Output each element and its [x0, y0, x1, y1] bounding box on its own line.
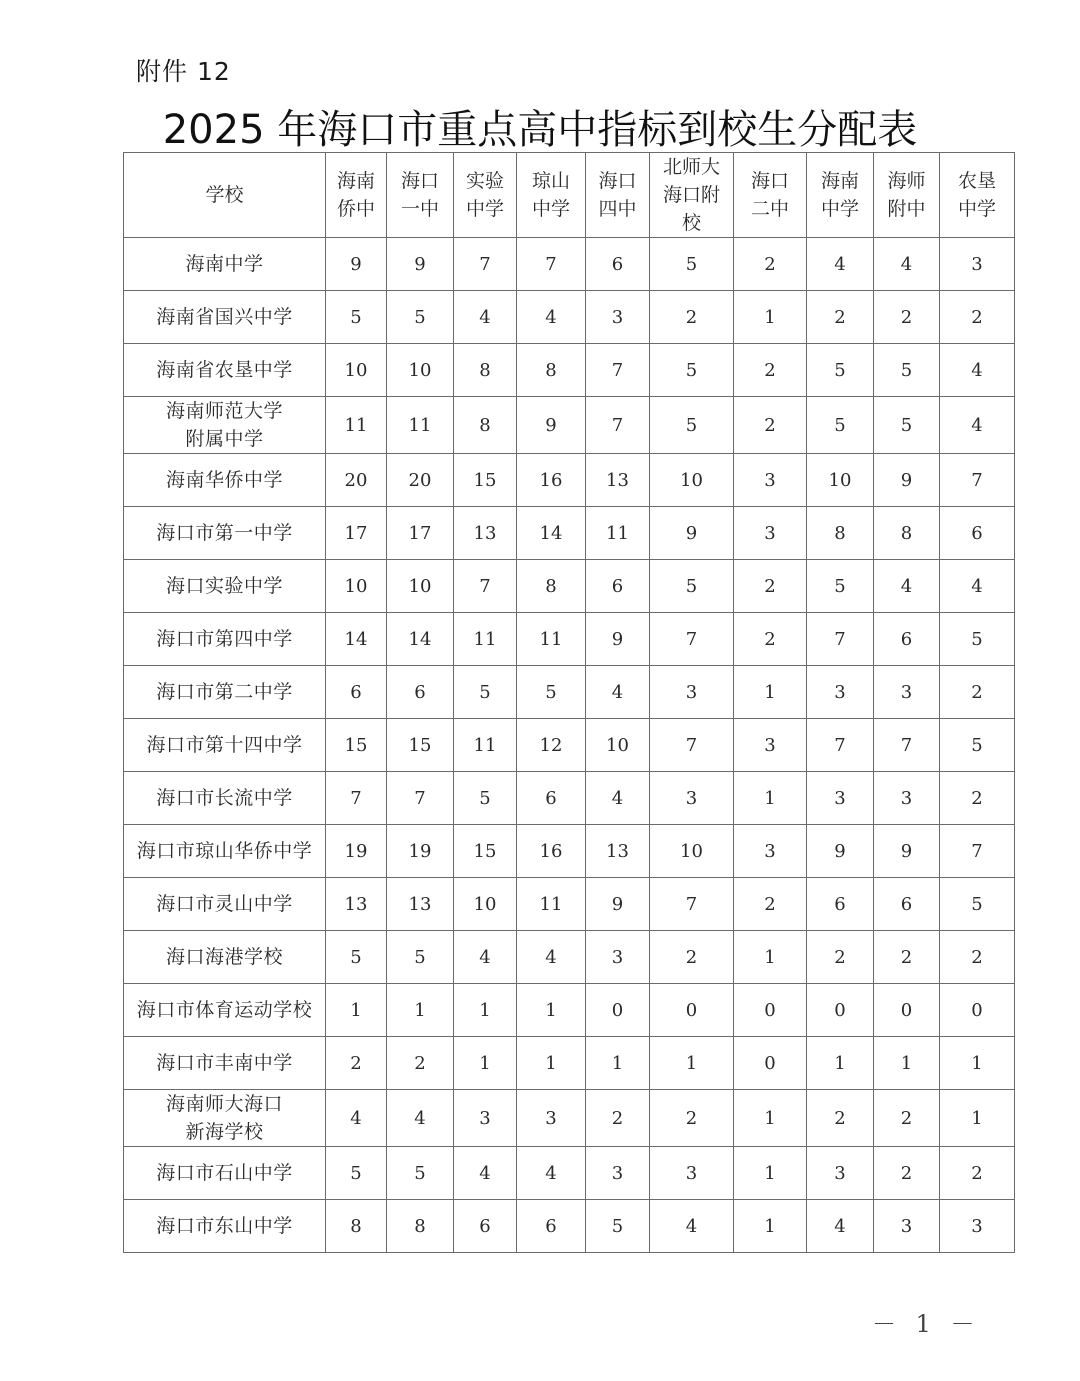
- school-name-cell: 海口市东山中学: [124, 1200, 326, 1253]
- school-name-cell: 海口市第四中学: [124, 613, 326, 666]
- school-name-cell: 海口海港学校: [124, 931, 326, 984]
- school-name-cell: 海南华侨中学: [124, 454, 326, 507]
- quota-cell: 6: [517, 1200, 586, 1253]
- quota-cell: 0: [734, 1037, 807, 1090]
- quota-cell: 10: [387, 560, 454, 613]
- quota-cell: 11: [454, 719, 517, 772]
- quota-cell: 4: [940, 560, 1015, 613]
- quota-cell: 5: [387, 291, 454, 344]
- school-name-cell: 海口市第一中学: [124, 507, 326, 560]
- quota-cell: 5: [940, 719, 1015, 772]
- quota-cell: 1: [734, 1200, 807, 1253]
- quota-cell: 20: [326, 454, 387, 507]
- quota-cell: 6: [874, 613, 940, 666]
- quota-cell: 7: [387, 772, 454, 825]
- quota-cell: 1: [940, 1090, 1015, 1147]
- quota-cell: 5: [454, 772, 517, 825]
- quota-cell: 3: [874, 666, 940, 719]
- quota-cell: 4: [650, 1200, 734, 1253]
- quota-cell: 3: [650, 1147, 734, 1200]
- school-name-cell: 海口市琼山华侨中学: [124, 825, 326, 878]
- school-name-cell: 海口市长流中学: [124, 772, 326, 825]
- header-school: 学校: [124, 153, 326, 238]
- header-col: 海师 附中: [874, 153, 940, 238]
- quota-cell: 7: [807, 719, 874, 772]
- quota-cell: 2: [326, 1037, 387, 1090]
- quota-cell: 3: [874, 1200, 940, 1253]
- school-name-cell: 海南师大海口 新海学校: [124, 1090, 326, 1147]
- quota-cell: 11: [387, 397, 454, 454]
- quota-cell: 5: [326, 1147, 387, 1200]
- header-col: 北师大 海口附 校: [650, 153, 734, 238]
- quota-cell: 3: [807, 1147, 874, 1200]
- quota-cell: 8: [326, 1200, 387, 1253]
- quota-cell: 7: [586, 397, 650, 454]
- quota-cell: 14: [326, 613, 387, 666]
- quota-cell: 0: [807, 984, 874, 1037]
- quota-cell: 3: [734, 719, 807, 772]
- quota-cell: 4: [807, 238, 874, 291]
- header-col: 农垦 中学: [940, 153, 1015, 238]
- quota-cell: 15: [326, 719, 387, 772]
- school-name-cell: 海南师范大学 附属中学: [124, 397, 326, 454]
- quota-cell: 2: [586, 1090, 650, 1147]
- quota-cell: 7: [940, 825, 1015, 878]
- quota-cell: 11: [326, 397, 387, 454]
- quota-cell: 3: [586, 1147, 650, 1200]
- school-name-cell: 海口实验中学: [124, 560, 326, 613]
- quota-cell: 15: [454, 454, 517, 507]
- quota-cell: 11: [454, 613, 517, 666]
- school-name-cell: 海南省农垦中学: [124, 344, 326, 397]
- quota-cell: 5: [807, 344, 874, 397]
- quota-cell: 3: [940, 1200, 1015, 1253]
- quota-cell: 15: [454, 825, 517, 878]
- quota-cell: 3: [734, 507, 807, 560]
- quota-cell: 3: [734, 825, 807, 878]
- quota-cell: 2: [650, 291, 734, 344]
- quota-cell: 16: [517, 454, 586, 507]
- quota-cell: 7: [940, 454, 1015, 507]
- table-row: [124, 772, 1015, 825]
- table-row: [124, 984, 1015, 1037]
- quota-cell: 2: [874, 931, 940, 984]
- quota-cell: 5: [940, 613, 1015, 666]
- table-row: [124, 719, 1015, 772]
- header-col: 海口 一中: [387, 153, 454, 238]
- header-col: 海南 中学: [807, 153, 874, 238]
- quota-cell: 5: [650, 238, 734, 291]
- quota-cell: 5: [454, 666, 517, 719]
- quota-cell: 3: [454, 1090, 517, 1147]
- quota-cell: 13: [586, 825, 650, 878]
- quota-cell: 10: [326, 344, 387, 397]
- quota-cell: 4: [874, 238, 940, 291]
- quota-cell: 7: [586, 344, 650, 397]
- quota-cell: 5: [387, 1147, 454, 1200]
- quota-cell: 1: [807, 1037, 874, 1090]
- quota-cell: 5: [807, 560, 874, 613]
- quota-cell: 1: [454, 984, 517, 1037]
- quota-cell: 10: [650, 825, 734, 878]
- page-title: 2025 年海口市重点高中指标到校生分配表: [162, 107, 918, 153]
- quota-cell: 17: [326, 507, 387, 560]
- header-row: [124, 153, 1015, 238]
- table-row: [124, 291, 1015, 344]
- quota-cell: 4: [326, 1090, 387, 1147]
- quota-cell: 3: [807, 772, 874, 825]
- quota-cell: 6: [326, 666, 387, 719]
- quota-cell: 4: [517, 931, 586, 984]
- quota-cell: 1: [734, 931, 807, 984]
- attachment-label: 附件 12: [136, 57, 231, 86]
- quota-cell: 1: [650, 1037, 734, 1090]
- school-name-cell: 海口市灵山中学: [124, 878, 326, 931]
- table-row: [124, 397, 1015, 454]
- school-name-cell: 海南省国兴中学: [124, 291, 326, 344]
- quota-cell: 1: [387, 984, 454, 1037]
- quota-cell: 1: [517, 1037, 586, 1090]
- quota-cell: 1: [734, 291, 807, 344]
- quota-cell: 20: [387, 454, 454, 507]
- table-row: [124, 1147, 1015, 1200]
- quota-cell: 2: [734, 238, 807, 291]
- quota-cell: 14: [387, 613, 454, 666]
- quota-cell: 3: [650, 666, 734, 719]
- quota-cell: 7: [454, 560, 517, 613]
- quota-cell: 17: [387, 507, 454, 560]
- quota-cell: 1: [874, 1037, 940, 1090]
- table-row: [124, 454, 1015, 507]
- quota-cell: 4: [454, 291, 517, 344]
- quota-cell: 5: [874, 344, 940, 397]
- header-col: 海南 侨中: [326, 153, 387, 238]
- quota-cell: 7: [650, 719, 734, 772]
- quota-cell: 10: [586, 719, 650, 772]
- quota-cell: 4: [807, 1200, 874, 1253]
- quota-cell: 2: [734, 344, 807, 397]
- quota-cell: 2: [734, 878, 807, 931]
- quota-cell: 10: [807, 454, 874, 507]
- quota-cell: 5: [807, 397, 874, 454]
- school-name-cell: 海口市体育运动学校: [124, 984, 326, 1037]
- quota-cell: 2: [807, 291, 874, 344]
- table-row: [124, 1090, 1015, 1147]
- quota-cell: 9: [586, 878, 650, 931]
- quota-cell: 14: [517, 507, 586, 560]
- quota-cell: 8: [454, 397, 517, 454]
- quota-cell: 2: [650, 931, 734, 984]
- table-row: [124, 560, 1015, 613]
- quota-cell: 1: [326, 984, 387, 1037]
- quota-cell: 1: [586, 1037, 650, 1090]
- quota-cell: 6: [517, 772, 586, 825]
- quota-cell: 4: [517, 291, 586, 344]
- quota-cell: 5: [586, 1200, 650, 1253]
- quota-cell: 2: [940, 291, 1015, 344]
- quota-cell: 2: [807, 1090, 874, 1147]
- header-col: 海口 四中: [586, 153, 650, 238]
- quota-cell: 16: [517, 825, 586, 878]
- table-row: [124, 931, 1015, 984]
- quota-cell: 2: [874, 291, 940, 344]
- table-row: [124, 1037, 1015, 1090]
- quota-cell: 2: [940, 666, 1015, 719]
- quota-cell: 13: [586, 454, 650, 507]
- quota-cell: 6: [940, 507, 1015, 560]
- quota-cell: 2: [940, 931, 1015, 984]
- quota-cell: 13: [454, 507, 517, 560]
- quota-cell: 10: [650, 454, 734, 507]
- quota-cell: 6: [586, 238, 650, 291]
- quota-cell: 8: [387, 1200, 454, 1253]
- quota-cell: 10: [454, 878, 517, 931]
- quota-cell: 11: [517, 878, 586, 931]
- quota-cell: 6: [807, 878, 874, 931]
- quota-cell: 3: [586, 291, 650, 344]
- quota-cell: 13: [326, 878, 387, 931]
- quota-cell: 3: [734, 454, 807, 507]
- quota-cell: 9: [874, 454, 940, 507]
- quota-cell: 7: [326, 772, 387, 825]
- quota-cell: 2: [734, 397, 807, 454]
- quota-cell: 1: [940, 1037, 1015, 1090]
- table-row: [124, 613, 1015, 666]
- quota-cell: 2: [734, 613, 807, 666]
- quota-cell: 0: [734, 984, 807, 1037]
- quota-cell: 10: [326, 560, 387, 613]
- quota-cell: 4: [454, 931, 517, 984]
- quota-cell: 7: [650, 613, 734, 666]
- quota-cell: 1: [734, 1147, 807, 1200]
- quota-cell: 4: [940, 397, 1015, 454]
- quota-cell: 5: [517, 666, 586, 719]
- quota-cell: 0: [586, 984, 650, 1037]
- quota-cell: 3: [874, 772, 940, 825]
- header-col: 海口 二中: [734, 153, 807, 238]
- quota-cell: 3: [940, 238, 1015, 291]
- quota-cell: 9: [517, 397, 586, 454]
- quota-cell: 1: [734, 666, 807, 719]
- school-name-cell: 海口市丰南中学: [124, 1037, 326, 1090]
- quota-cell: 8: [517, 344, 586, 397]
- quota-cell: 0: [650, 984, 734, 1037]
- quota-cell: 19: [326, 825, 387, 878]
- quota-cell: 3: [650, 772, 734, 825]
- quota-cell: 7: [650, 878, 734, 931]
- quota-cell: 5: [940, 878, 1015, 931]
- quota-cell: 7: [807, 613, 874, 666]
- quota-cell: 4: [874, 560, 940, 613]
- header-col: 琼山 中学: [517, 153, 586, 238]
- quota-cell: 2: [650, 1090, 734, 1147]
- quota-cell: 1: [517, 984, 586, 1037]
- quota-cell: 4: [517, 1147, 586, 1200]
- allocation-table: [123, 152, 1015, 1253]
- quota-cell: 6: [874, 878, 940, 931]
- table-row: [124, 878, 1015, 931]
- quota-cell: 5: [650, 397, 734, 454]
- table-row: [124, 825, 1015, 878]
- quota-cell: 7: [517, 238, 586, 291]
- quota-cell: 3: [807, 666, 874, 719]
- quota-cell: 0: [874, 984, 940, 1037]
- quota-cell: 6: [387, 666, 454, 719]
- quota-cell: 4: [586, 666, 650, 719]
- quota-cell: 1: [734, 772, 807, 825]
- quota-cell: 5: [387, 931, 454, 984]
- quota-cell: 5: [326, 931, 387, 984]
- quota-cell: 11: [586, 507, 650, 560]
- table-row: [124, 1200, 1015, 1253]
- quota-cell: 0: [940, 984, 1015, 1037]
- quota-cell: 9: [807, 825, 874, 878]
- quota-cell: 2: [874, 1090, 940, 1147]
- quota-cell: 2: [807, 931, 874, 984]
- school-name-cell: 海南中学: [124, 238, 326, 291]
- quota-cell: 2: [387, 1037, 454, 1090]
- quota-cell: 4: [387, 1090, 454, 1147]
- school-name-cell: 海口市第二中学: [124, 666, 326, 719]
- quota-cell: 6: [454, 1200, 517, 1253]
- quota-cell: 3: [517, 1090, 586, 1147]
- quota-cell: 4: [940, 344, 1015, 397]
- quota-cell: 2: [940, 772, 1015, 825]
- quota-cell: 8: [874, 507, 940, 560]
- quota-cell: 5: [650, 344, 734, 397]
- quota-cell: 8: [454, 344, 517, 397]
- quota-cell: 8: [807, 507, 874, 560]
- quota-cell: 9: [650, 507, 734, 560]
- quota-cell: 4: [586, 772, 650, 825]
- quota-cell: 8: [517, 560, 586, 613]
- quota-cell: 4: [454, 1147, 517, 1200]
- quota-cell: 6: [586, 560, 650, 613]
- school-name-cell: 海口市石山中学: [124, 1147, 326, 1200]
- quota-cell: 7: [874, 719, 940, 772]
- quota-cell: 5: [874, 397, 940, 454]
- quota-cell: 13: [387, 878, 454, 931]
- quota-cell: 1: [454, 1037, 517, 1090]
- quota-cell: 2: [874, 1147, 940, 1200]
- quota-cell: 12: [517, 719, 586, 772]
- quota-cell: 9: [326, 238, 387, 291]
- school-name-cell: 海口市第十四中学: [124, 719, 326, 772]
- quota-cell: 3: [586, 931, 650, 984]
- table-row: [124, 344, 1015, 397]
- quota-cell: 5: [650, 560, 734, 613]
- quota-cell: 11: [517, 613, 586, 666]
- quota-cell: 9: [387, 238, 454, 291]
- table-row: [124, 666, 1015, 719]
- table-row: [124, 507, 1015, 560]
- page-number: － 1 －: [872, 1310, 981, 1338]
- quota-cell: 7: [454, 238, 517, 291]
- header-col: 实验 中学: [454, 153, 517, 238]
- quota-cell: 9: [586, 613, 650, 666]
- quota-cell: 2: [940, 1147, 1015, 1200]
- quota-cell: 9: [874, 825, 940, 878]
- quota-cell: 15: [387, 719, 454, 772]
- quota-cell: 2: [734, 560, 807, 613]
- quota-cell: 10: [387, 344, 454, 397]
- quota-cell: 1: [734, 1090, 807, 1147]
- quota-cell: 19: [387, 825, 454, 878]
- table-row: [124, 238, 1015, 291]
- quota-cell: 5: [326, 291, 387, 344]
